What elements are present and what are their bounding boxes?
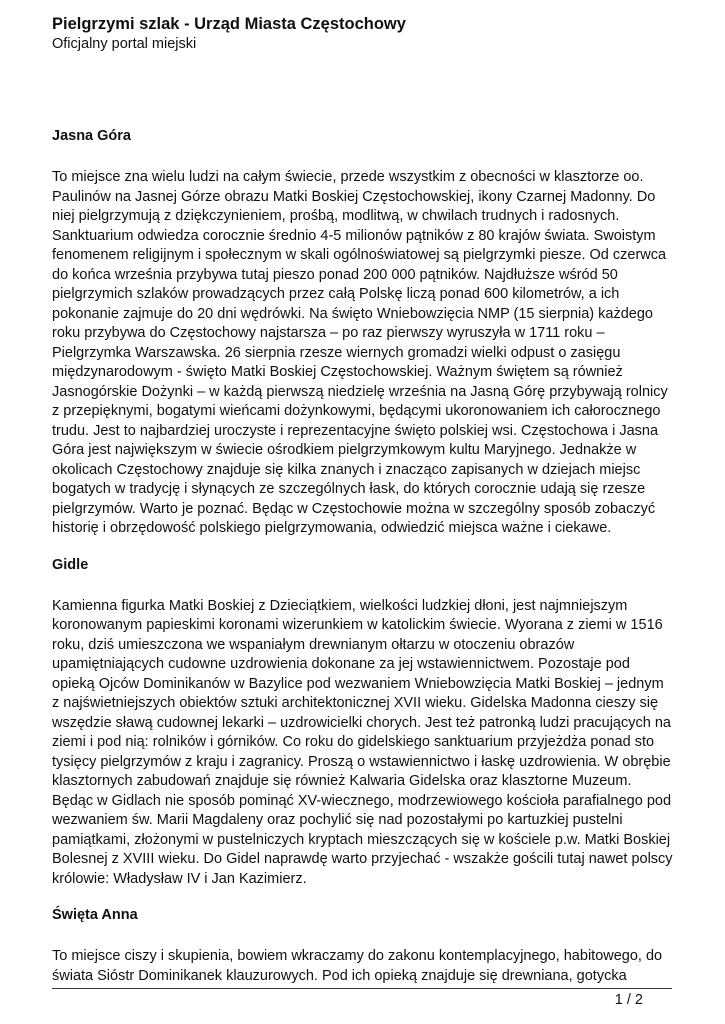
section-heading: Jasna Góra <box>52 128 131 144</box>
section-text: Kamienna figurka Matki Boskiej z Dzieciątkiem, wielkości ludzkiej dłoni, jest najmniejszym koronowanym papieskimi koronami wizerunkiem w katolickim świecie. Wyorana z ziemi w 1516 roku, dziś umieszczona we wspaniałym drewnianym ołtarzu w otoczeniu obrazów upamiętniających cudowne uzdrowienia dokonane za jej wstawiennictwem. Pozostaje pod opieką Ojców Dominikanów w Bazylice pod wezwaniem Wniebowzięcia Matki Boskiej – jednym z najświetniejszych obiektów sztuki architektonicznej XVII wieku. Gidelska Madonna cieszy się wszędzie sławą cudownej lekarki – uzdrowicielki chorych. Jest też patronką ludzi pracujących na ziemi i pod nią: rolników i górników. Co roku do gidelskiego sanktuarium przyjeżdża ponad sto tysięcy pielgrzymów z kraju i zagranicy. Proszą o wstawiennictwo i łaskę uzdrowienia. W obrębie klasztornych zabudowań znajduje się również Kalwaria Gidelska oraz klasztorne Muzeum. Będąc w Gidlach nie sposób pominąć XV-wiecznego, modrzewiowego kościoła parafialnego pod wezwaniem św. Marii Magdaleny oraz pochylić się nad pozostałymi po kartuzkiej pustelni pamiątkami, złożonymi w pustelniczych kryptach mieszczących się w kościele p.w. Matki Boskiej Bolesnej z XVIII wieku. Do Gidel naprawdę warto przyjechać - wszakże gościli tutaj nawet polscy królowie: Władysław IV i Jan Kazimierz. <box>52 597 673 887</box>
footer-divider <box>52 988 672 989</box>
page-title: Pielgrzymi szlak - Urząd Miasta Częstochowy <box>52 15 406 33</box>
section-text: To miejsce zna wielu ludzi na całym świecie, przede wszystkim z obecności w klasztorze oo. Paulinów na Jasnej Górze obrazu Matki Boskiej Częstochowskiej, ikony Czarnej Madonny. Do niej pielgrzymują z dziękczynieniem, prośbą, modlitwą, w chwilach trudnych i radosnych. Sanktuarium odwiedza corocznie średnio 4-5 milionów pątników z 80 krajów świata. Swoistym fenomenem religijnym i społecznym w skali ogólnoświatowej są pielgrzymki piesze. Od czerwca do końca września przybywa tutaj pieszo ponad 200 000 pątników. Najdłuższe wśród 50 pielgrzymich szlaków prowadzących przez całą Polskę liczą ponad 600 kilometrów, a ich pokonanie zajmuje do 20 dni wędrówki. Na święto Wniebowzięcia NMP (15 sierpnia) każdego roku przybywa do Częstochowy najstarsza – po raz pierwszy wyruszyła w 1711 roku – Pielgrzymka Warszawska. 26 sierpnia rzesze wiernych gromadzi wielki odpust o zasięgu międzynarodowym - święto Matki Boskiej Częstochowskiej. Ważnym świętem są również Jasnogórskie Dożynki – w każdą pierwszą niedzielę września na Jasną Górę przybywają rolnicy z przepięknymi, bogatymi wieńcami dożynkowymi, będącymi ukoronowaniem ich całorocznego trudu. Jest to najbardziej uroczyste i reprezentacyjne święto polskiej wsi. Częstochowa i Jasna Góra jest największym w świecie ośrodkiem pielgrzymkowym kultu Maryjnego. Jednakże w okolicach Częstochowy znajduje się kilka znanych i znacząco zapisanych w dziejach miejsc bogatych w tradycję i słynących ze szczególnych łask, do których corocznie udają się rzesze pielgrzymów. Warto je poznać. Będąc w Częstochowie można w szczególny sposób zobaczyć historię i obrzędowość polskiego pielgrzymowania, odwiedzić miejsca ważne i ciekawe. <box>52 169 668 536</box>
section-swieta-anna <box>52 905 674 986</box>
page-subtitle: Oficjalny portal miejski <box>52 36 197 52</box>
section-text: To miejsce ciszy i skupienia, bowiem wkraczamy do zakonu kontemplacyjnego, habitowego, do świata Sióstr Dominikanek klauzurowych. Pod ich opieką znajduje się drewniana, gotycka <box>52 948 663 984</box>
article-content <box>52 126 674 1002</box>
section-heading: Święta Anna <box>52 907 138 923</box>
section-gidle <box>52 555 674 890</box>
section-jasna-gora <box>52 126 674 539</box>
section-heading: Gidle <box>52 556 89 573</box>
page-header <box>52 14 672 54</box>
page-number: 1 / 2 <box>614 992 643 1008</box>
